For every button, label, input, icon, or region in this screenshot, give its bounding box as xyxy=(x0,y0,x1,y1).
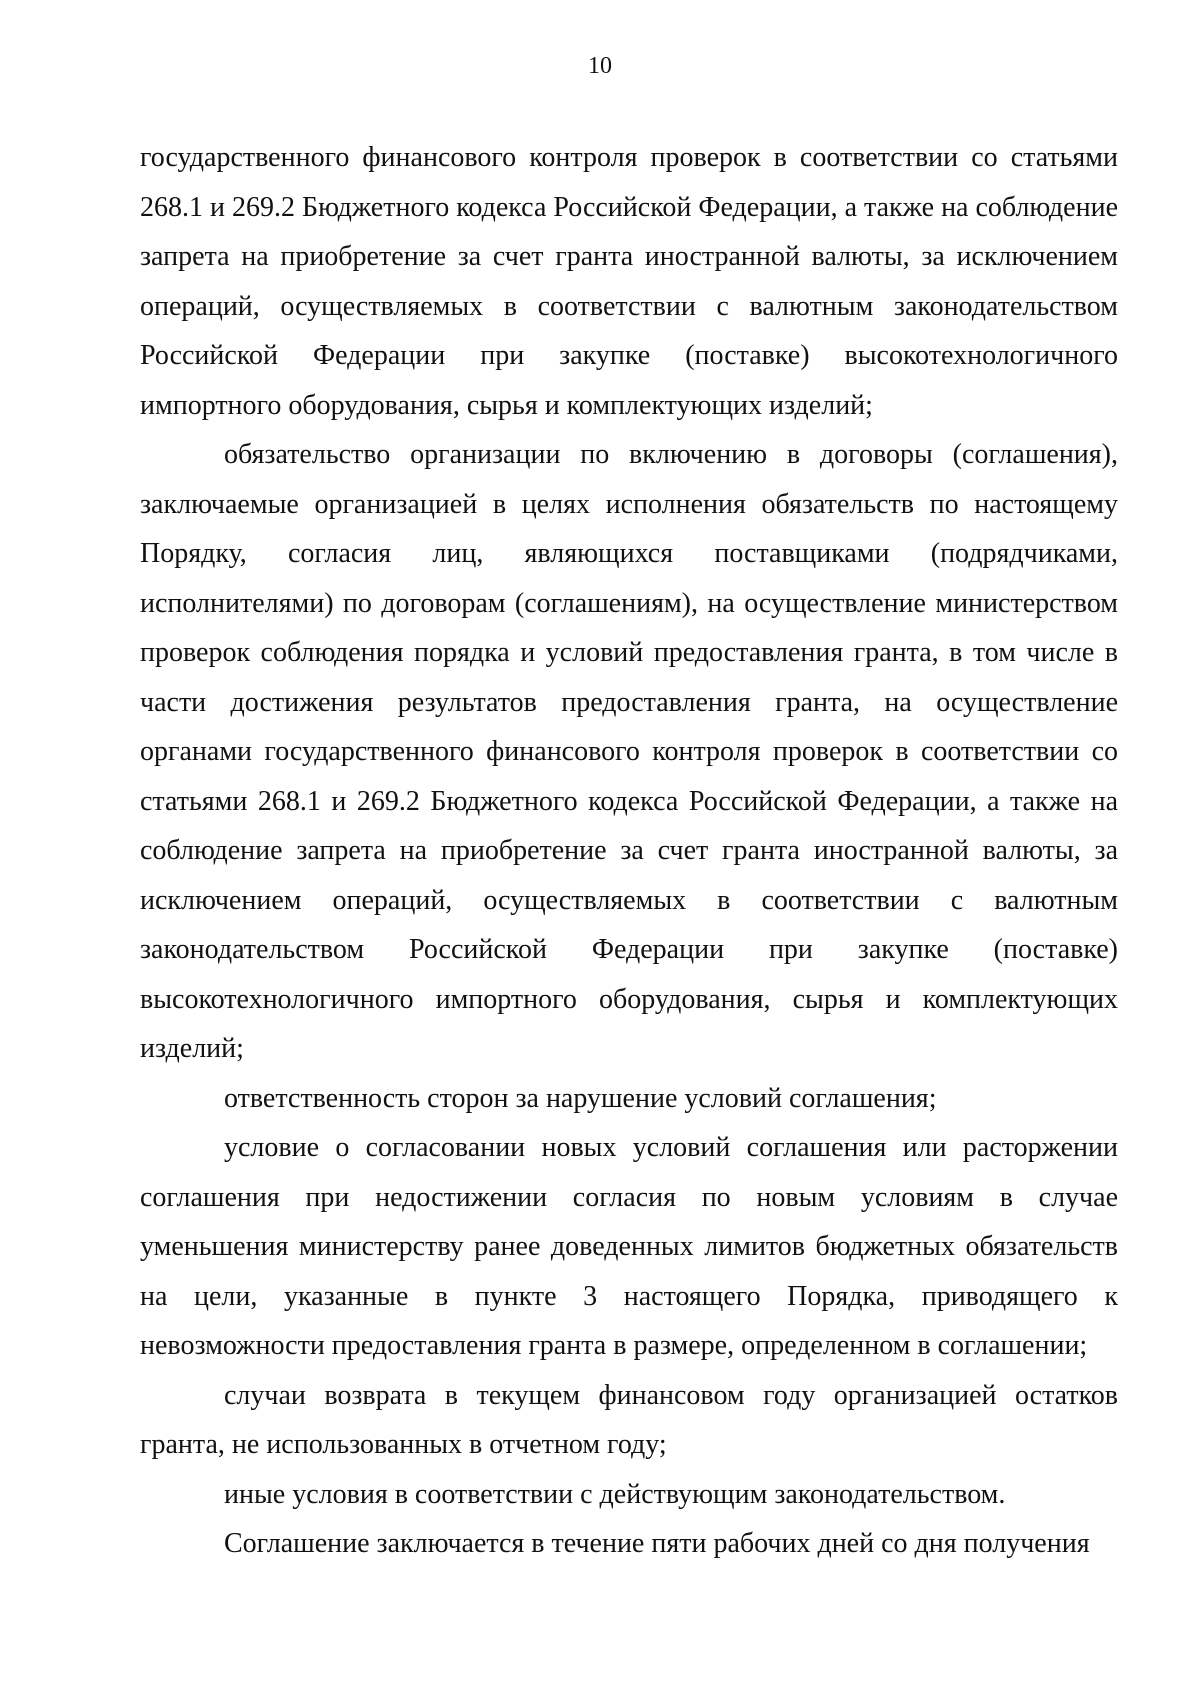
document-body xyxy=(140,133,1118,1569)
paragraph-continuation: государственного финансового контроля проверок в соответствии со статьями 268.1 и 269.2 Бюджетного кодекса Российской Федерации, а также на соблюдение запрета на приобретение за счет гранта иностранной валюты, за исключением операций, осуществляемых в соответствии с валютным законодательством Российской Федерации при закупке (поставке) высокотехнологичного импортного оборудования, сырья и комплектующих изделий; xyxy=(140,142,1118,421)
paragraph-agreement-renegotiation: условие о согласовании новых условий соглашения или расторжении соглашения при недостижении согласия по новым условиям в случае уменьшения министерству ранее доведенных лимитов бюджетных обязательств на цели, указанные в пункте 3 настоящего Порядка, приводящего к невозможности предоставления гранта в размере, определенном в соглашении; xyxy=(140,1132,1118,1361)
paragraph-grant-balance-return: случаи возврата в текущем финансовом году организацией остатков гранта, не использованных в отчетном году; xyxy=(140,1379,1118,1460)
paragraph-other-conditions: иные условия в соответствии с действующим законодательством. xyxy=(224,1478,1006,1510)
paragraph-agreement-term: Соглашение заключается в течение пяти рабочих дней со дня получения xyxy=(224,1528,1090,1559)
page-number: 10 xyxy=(588,53,612,79)
paragraph-party-liability: ответственность сторон за нарушение условий соглашения; xyxy=(224,1082,937,1114)
paragraph-contract-inclusion-obligation: обязательство организации по включению в договоры (соглашения), заключаемые организацией в целях исполнения обязательств по настоящему Порядку, согласия лиц, являющихся поставщиками (подрядчиками, исполнителями) по договорам (соглашениям), на осуществление министерством проверок соблюдения порядка и условий предоставления гранта, в том числе в части достижения результатов предоставления гранта, на осуществление органами государственного финансового контроля проверок в соответствии со статьями 268.1 и 269.2 Бюджетного кодекса Российской Федерации, а также на соблюдение запрета на приобретение за счет гранта иностранной валюты, за исключением операций, осуществляемых в соответствии с валютным законодательством Российской Федерации при закупке (поставке) высокотехнологичного импортного оборудования, сырья и комплектующих изделий; xyxy=(140,439,1118,1064)
